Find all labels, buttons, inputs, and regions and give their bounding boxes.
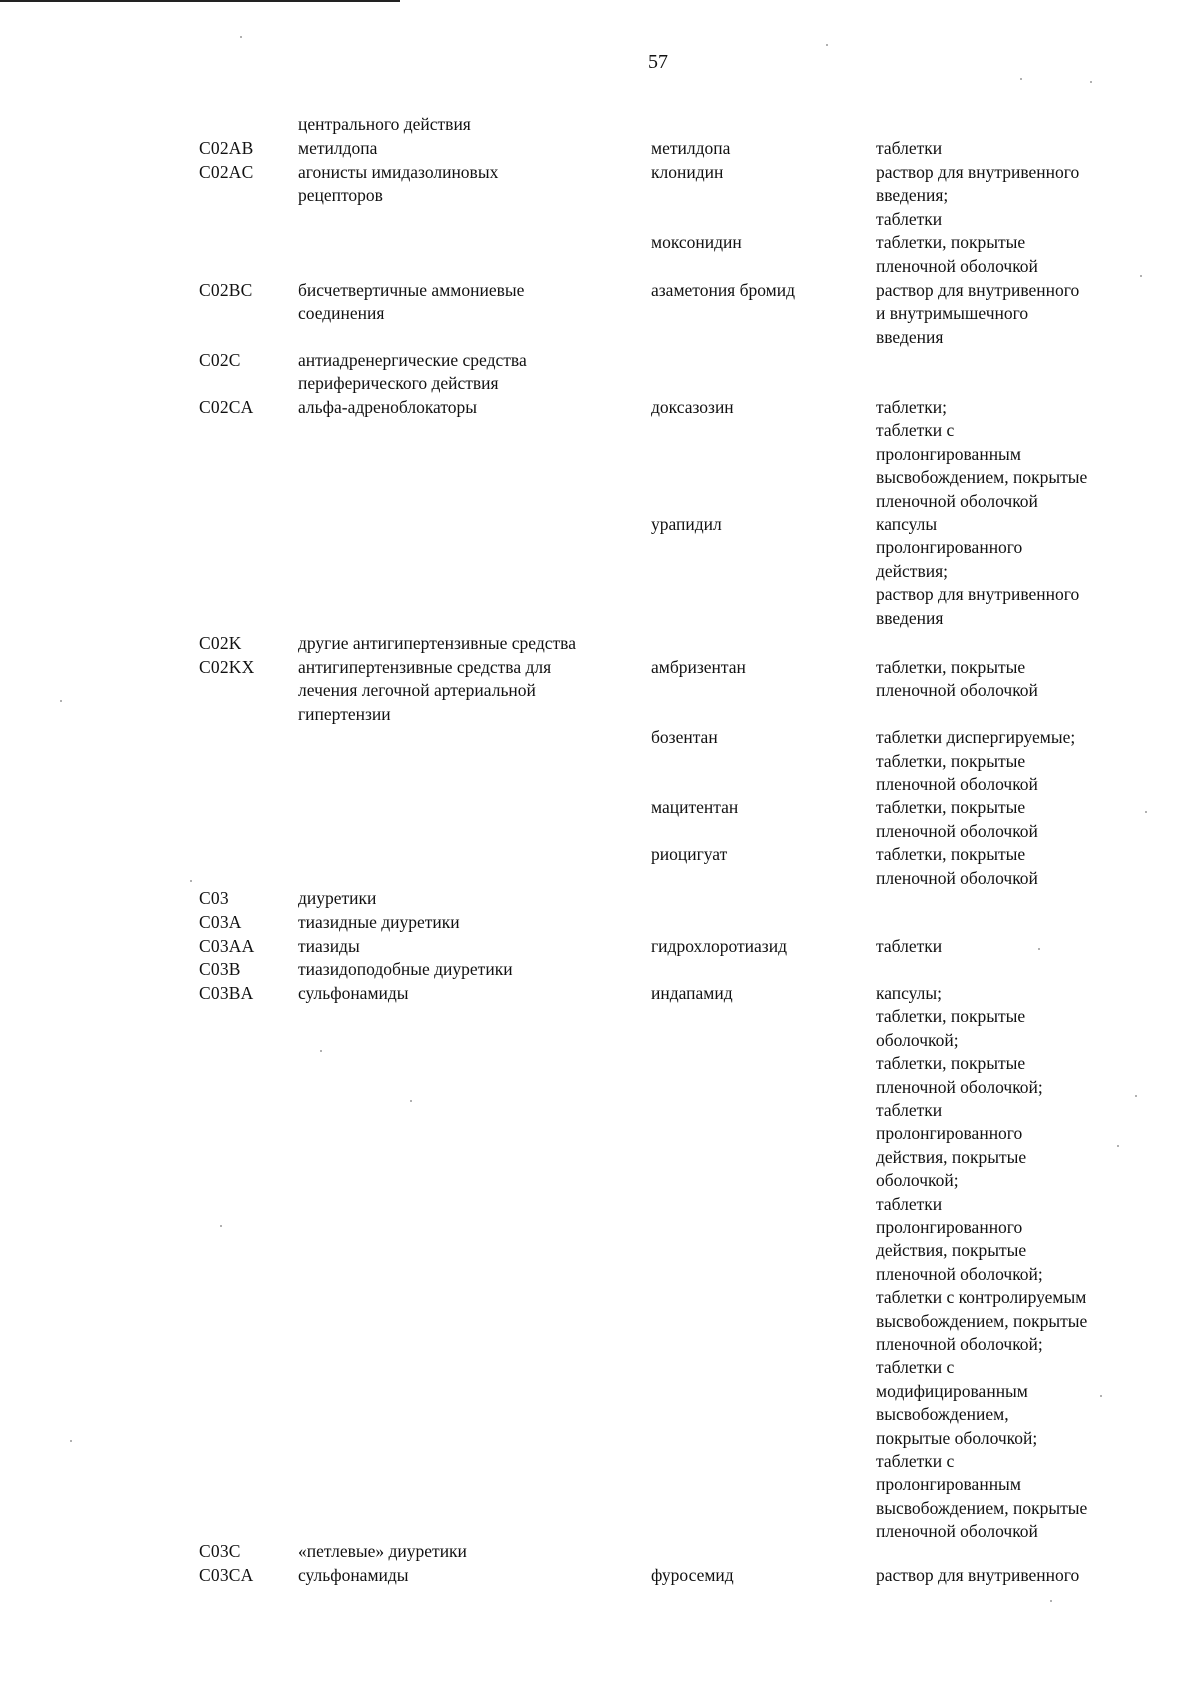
atc-code: C03BA <box>199 983 254 1003</box>
group-name: тиазиды <box>298 936 360 956</box>
dosage-form: пролонгированным <box>876 1474 1021 1495</box>
dosage-form: высвобождением, покрытые <box>876 467 1088 488</box>
inn-name: фуросемид <box>651 1565 734 1585</box>
dosage-form: таблетки <box>876 138 943 158</box>
atc-code: C02KX <box>199 657 255 677</box>
atc-code: C02K <box>199 633 242 653</box>
dosage-form: пролонгированного <box>876 1123 1023 1144</box>
group-name: другие антигипертензивные средства <box>298 633 576 653</box>
dosage-form: пленочной оболочкой; <box>876 1076 1043 1097</box>
group-name: «петлевые» диуретики <box>298 1541 467 1561</box>
scan-speck <box>220 1225 222 1227</box>
dosage-form: пленочной оболочкой <box>876 1521 1038 1542</box>
inn-name: риоцигуат <box>651 844 728 865</box>
scan-speck <box>70 1440 72 1442</box>
group-name: альфа-адреноблокаторы <box>298 397 478 417</box>
dosage-form: действия, покрытые <box>876 1240 1027 1261</box>
dosage-form: высвобождением, покрытые <box>876 1310 1088 1331</box>
dosage-form: модифицированным <box>876 1380 1028 1401</box>
inn-name: азаметония бромид <box>651 280 796 300</box>
dosage-form: таблетки; <box>876 397 947 417</box>
dosage-form: пленочной оболочкой <box>876 490 1038 511</box>
dosage-form: высвобождением, <box>876 1404 1009 1425</box>
dosage-form: таблетки, покрытые <box>876 1053 1026 1074</box>
atc-code: C02BC <box>199 280 253 300</box>
atc-code: C03B <box>199 959 241 979</box>
group-name: лечения легочной артериальной <box>298 680 536 701</box>
group-name: рецепторов <box>298 185 383 206</box>
dosage-form: действия; <box>876 560 948 581</box>
dosage-form: введения <box>876 607 944 628</box>
inn-name: индапамид <box>651 983 733 1003</box>
dosage-form: покрытые оболочкой; <box>876 1427 1038 1448</box>
inn-name: бозентан <box>651 727 718 748</box>
dosage-form: раствор для внутривенного <box>876 162 1080 182</box>
dosage-form: таблетки <box>876 208 943 229</box>
dosage-form: пленочной оболочкой; <box>876 1334 1043 1354</box>
dosage-form: капсулы; <box>876 983 943 1003</box>
group-name: гипертензии <box>298 703 391 724</box>
dosage-form: действия, покрытые <box>876 1146 1027 1167</box>
group-name: антигипертензивные средства для <box>298 657 552 677</box>
atc-code: C02AC <box>199 162 254 182</box>
atc-code: C03C <box>199 1541 241 1561</box>
group-name: тиазидные диуретики <box>298 912 460 932</box>
scan-speck <box>320 1050 322 1052</box>
scan-speck <box>1020 78 1022 80</box>
atc-code: C03CA <box>199 1565 254 1585</box>
dosage-form: пленочной оболочкой <box>876 820 1038 841</box>
dosage-form: высвобождением, покрытые <box>876 1497 1088 1518</box>
group-name: агонисты имидазолиновых <box>298 162 499 182</box>
dosage-form: пролонгированного <box>876 537 1023 558</box>
inn-name: гидрохлоротиазид <box>651 936 787 956</box>
dosage-form: таблетки <box>876 1100 943 1120</box>
scan-speck <box>1145 811 1147 813</box>
dosage-form: таблетки с <box>876 1451 955 1471</box>
dosage-form: таблетки, покрытые <box>876 844 1026 865</box>
atc-code: C02AB <box>199 138 254 158</box>
atc-code: C03 <box>199 888 229 908</box>
scan-speck <box>1140 275 1142 277</box>
dosage-form: таблетки, покрытые <box>876 232 1026 253</box>
group-name: диуретики <box>298 888 377 908</box>
scan-speck <box>1090 81 1092 83</box>
dosage-form: таблетки с <box>876 420 955 441</box>
dosage-form: раствор для внутривенного <box>876 280 1080 300</box>
dosage-form: таблетки <box>876 1193 943 1214</box>
scan-speck <box>1100 1395 1102 1397</box>
dosage-form: пленочной оболочкой <box>876 255 1038 276</box>
group-name: соединения <box>298 303 385 324</box>
dosage-form: таблетки диспергируемые; <box>876 727 1076 748</box>
group-name: сульфонамиды <box>298 1565 409 1585</box>
scan-speck <box>826 44 828 46</box>
dosage-form: оболочкой; <box>876 1170 959 1191</box>
dosage-form: пролонгированного <box>876 1217 1023 1237</box>
dosage-form: таблетки, покрытые <box>876 657 1026 677</box>
inn-name: доксазозин <box>651 397 734 417</box>
scan-speck <box>60 700 62 702</box>
atc-code: C02C <box>199 350 241 370</box>
dosage-form: пленочной оболочкой; <box>876 1263 1043 1284</box>
inn-name: мацитентан <box>651 797 739 818</box>
inn-name: клонидин <box>651 162 724 182</box>
dosage-form: раствор для внутривенного <box>876 1565 1080 1585</box>
dosage-form: пленочной оболочкой <box>876 774 1038 794</box>
scan-speck <box>1135 1095 1137 1097</box>
atc-code: C03A <box>199 912 242 932</box>
dosage-form: капсулы <box>876 514 938 534</box>
dosage-form: введения <box>876 326 944 347</box>
dosage-form: пленочной оболочкой <box>876 867 1038 888</box>
scan-speck <box>190 880 192 882</box>
group-name: центрального действия <box>298 114 471 134</box>
inn-name: амбризентан <box>651 657 746 677</box>
scan-speck <box>410 1100 412 1102</box>
group-name: периферического действия <box>298 373 499 394</box>
dosage-form: таблетки, покрытые <box>876 797 1026 818</box>
dosage-form: раствор для внутривенного <box>876 584 1080 605</box>
dosage-form: и внутримышечного <box>876 303 1029 324</box>
dosage-form: таблетки с <box>876 1357 955 1378</box>
dosage-form: таблетки, покрытые <box>876 1006 1026 1027</box>
top-rule <box>0 0 400 2</box>
scan-speck <box>1038 948 1040 950</box>
dosage-form: таблетки, покрытые <box>876 750 1026 771</box>
scan-speck <box>1050 1600 1052 1602</box>
group-name: метилдопа <box>298 138 378 158</box>
group-name: тиазидоподобные диуретики <box>298 959 513 979</box>
page-number: 57 <box>648 51 668 73</box>
dosage-form: таблетки <box>876 936 943 956</box>
dosage-form: оболочкой; <box>876 1029 959 1050</box>
dosage-form: введения; <box>876 185 949 206</box>
inn-name: урапидил <box>651 514 722 534</box>
dosage-form: таблетки с контролируемым <box>876 1287 1087 1308</box>
dosage-form: пленочной оболочкой <box>876 680 1038 701</box>
dosage-form: пролонгированным <box>876 443 1021 464</box>
group-name: бисчетвертичные аммониевые <box>298 280 525 300</box>
inn-name: метилдопа <box>651 138 731 158</box>
inn-name: моксонидин <box>651 232 742 253</box>
group-name: сульфонамиды <box>298 983 409 1003</box>
group-name: антиадренергические средства <box>298 350 527 370</box>
scan-speck <box>1117 1145 1119 1147</box>
atc-code: C02CA <box>199 397 254 417</box>
atc-code: C03AA <box>199 936 255 956</box>
scan-speck <box>240 36 242 38</box>
